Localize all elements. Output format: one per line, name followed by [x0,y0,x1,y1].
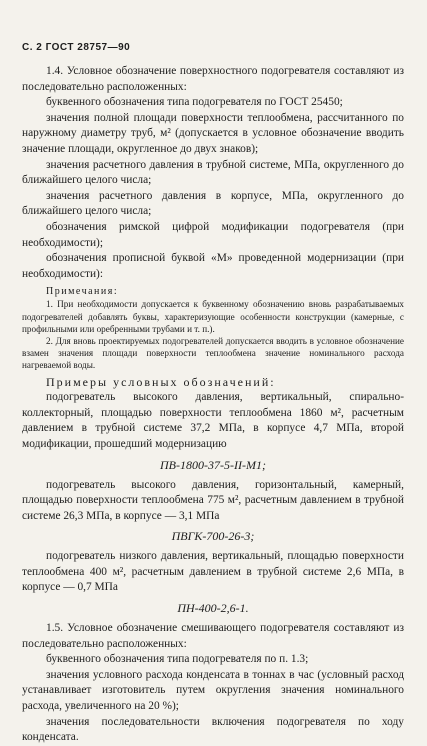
clause-1-4-item: обозначения прописной буквой «М» проведенной модернизации (при необходимости): [22,252,404,280]
example-designation: ПВ-1800-37-5-II-М1; [160,457,266,472]
clause-1-4-item: значения расчетного давления в трубной системе, МПа, округленного до ближайшего целого числа; [22,158,404,187]
clause-1-5-item: значения условного расхода конденсата в тоннах в час (условный расход устанавливает изготовитель путем округления значения номинального расхода, увеличенного на 20 %); [22,668,404,713]
page-header: С. 2 ГОСТ 28757—90 [22,42,131,53]
notes-title: Примечания: [46,286,119,298]
example-designation: ПВГК-700-26-3; [171,529,255,544]
clause-1-4-item: значения расчетного давления в корпусе, МПа, округленного до ближайшего целого числа; [22,189,404,218]
note-item: 1. При необходимости допускается к буквенному обозначению вновь разрабатываемых подогревателей добавлять буквы, характеризующие особенности конструкции (камерные, с профильными или оребренными трубами и т. п.). [22,299,404,334]
clause-1-4-item: буквенного обозначения типа подогревателя по ГОСТ 25450; [46,96,343,109]
example-designation: ПН-400-2,6-1. [177,601,249,616]
clause-1-4-item: обозначения римской цифрой модификации подогревателя (при необходимости); [22,220,404,249]
note-item: 2. Для вновь проектируемых подогревателей допускается вводить в условное обозначение взамен значения площади поверхности теплообмена значение номинального расхода нагреваемой воды. [22,335,404,371]
example-description: подогреватель высокого давления, горизонтальный, камерный, площадью поверхности теплообмена 775 м², расчетным давлением в трубной системе 26,3 МПа, в корпусе — 3,1 МПа [22,478,404,522]
clause-1-5: 1.5. Условное обозначение смешивающего подогревателя составляют из последовательно расположенных: [22,622,404,650]
document-body [22,64,404,746]
clause-1-4-item: значения полной площади поверхности теплообмена, рассчитанного по наружному диаметру труб, м² (допускается в условное обозначение вводить значение площади, округленное до двух знаков); [22,111,404,155]
clause-1-5-item: буквенного обозначения типа подогревателя по п. 1.3; [46,653,309,666]
example-description: подогреватель высокого давления, вертикальный, спирально-коллекторный, площадью поверхности теплообмена 1860 м², расчетным давлением в трубной системе 37,2 МПа, в корпусе 4,7 МПа, второй модификации, прошедший модернизацию [22,391,404,450]
example-description: подогреватель низкого давления, вертикальный, площадью поверхности теплообмена 400 м², расчетным давлением в трубной системе 2,6 МПа, в корпусе — 0,7 МПа [22,550,404,594]
clause-1-5-item: значения последовательности включения подогревателя по ходу конденсата. [22,715,404,744]
clause-1-4: 1.4. Условное обозначение поверхностного подогревателя составляют из последовательно расположенных: [22,65,404,93]
examples-title: Примеры условных обозначений: [46,374,276,389]
